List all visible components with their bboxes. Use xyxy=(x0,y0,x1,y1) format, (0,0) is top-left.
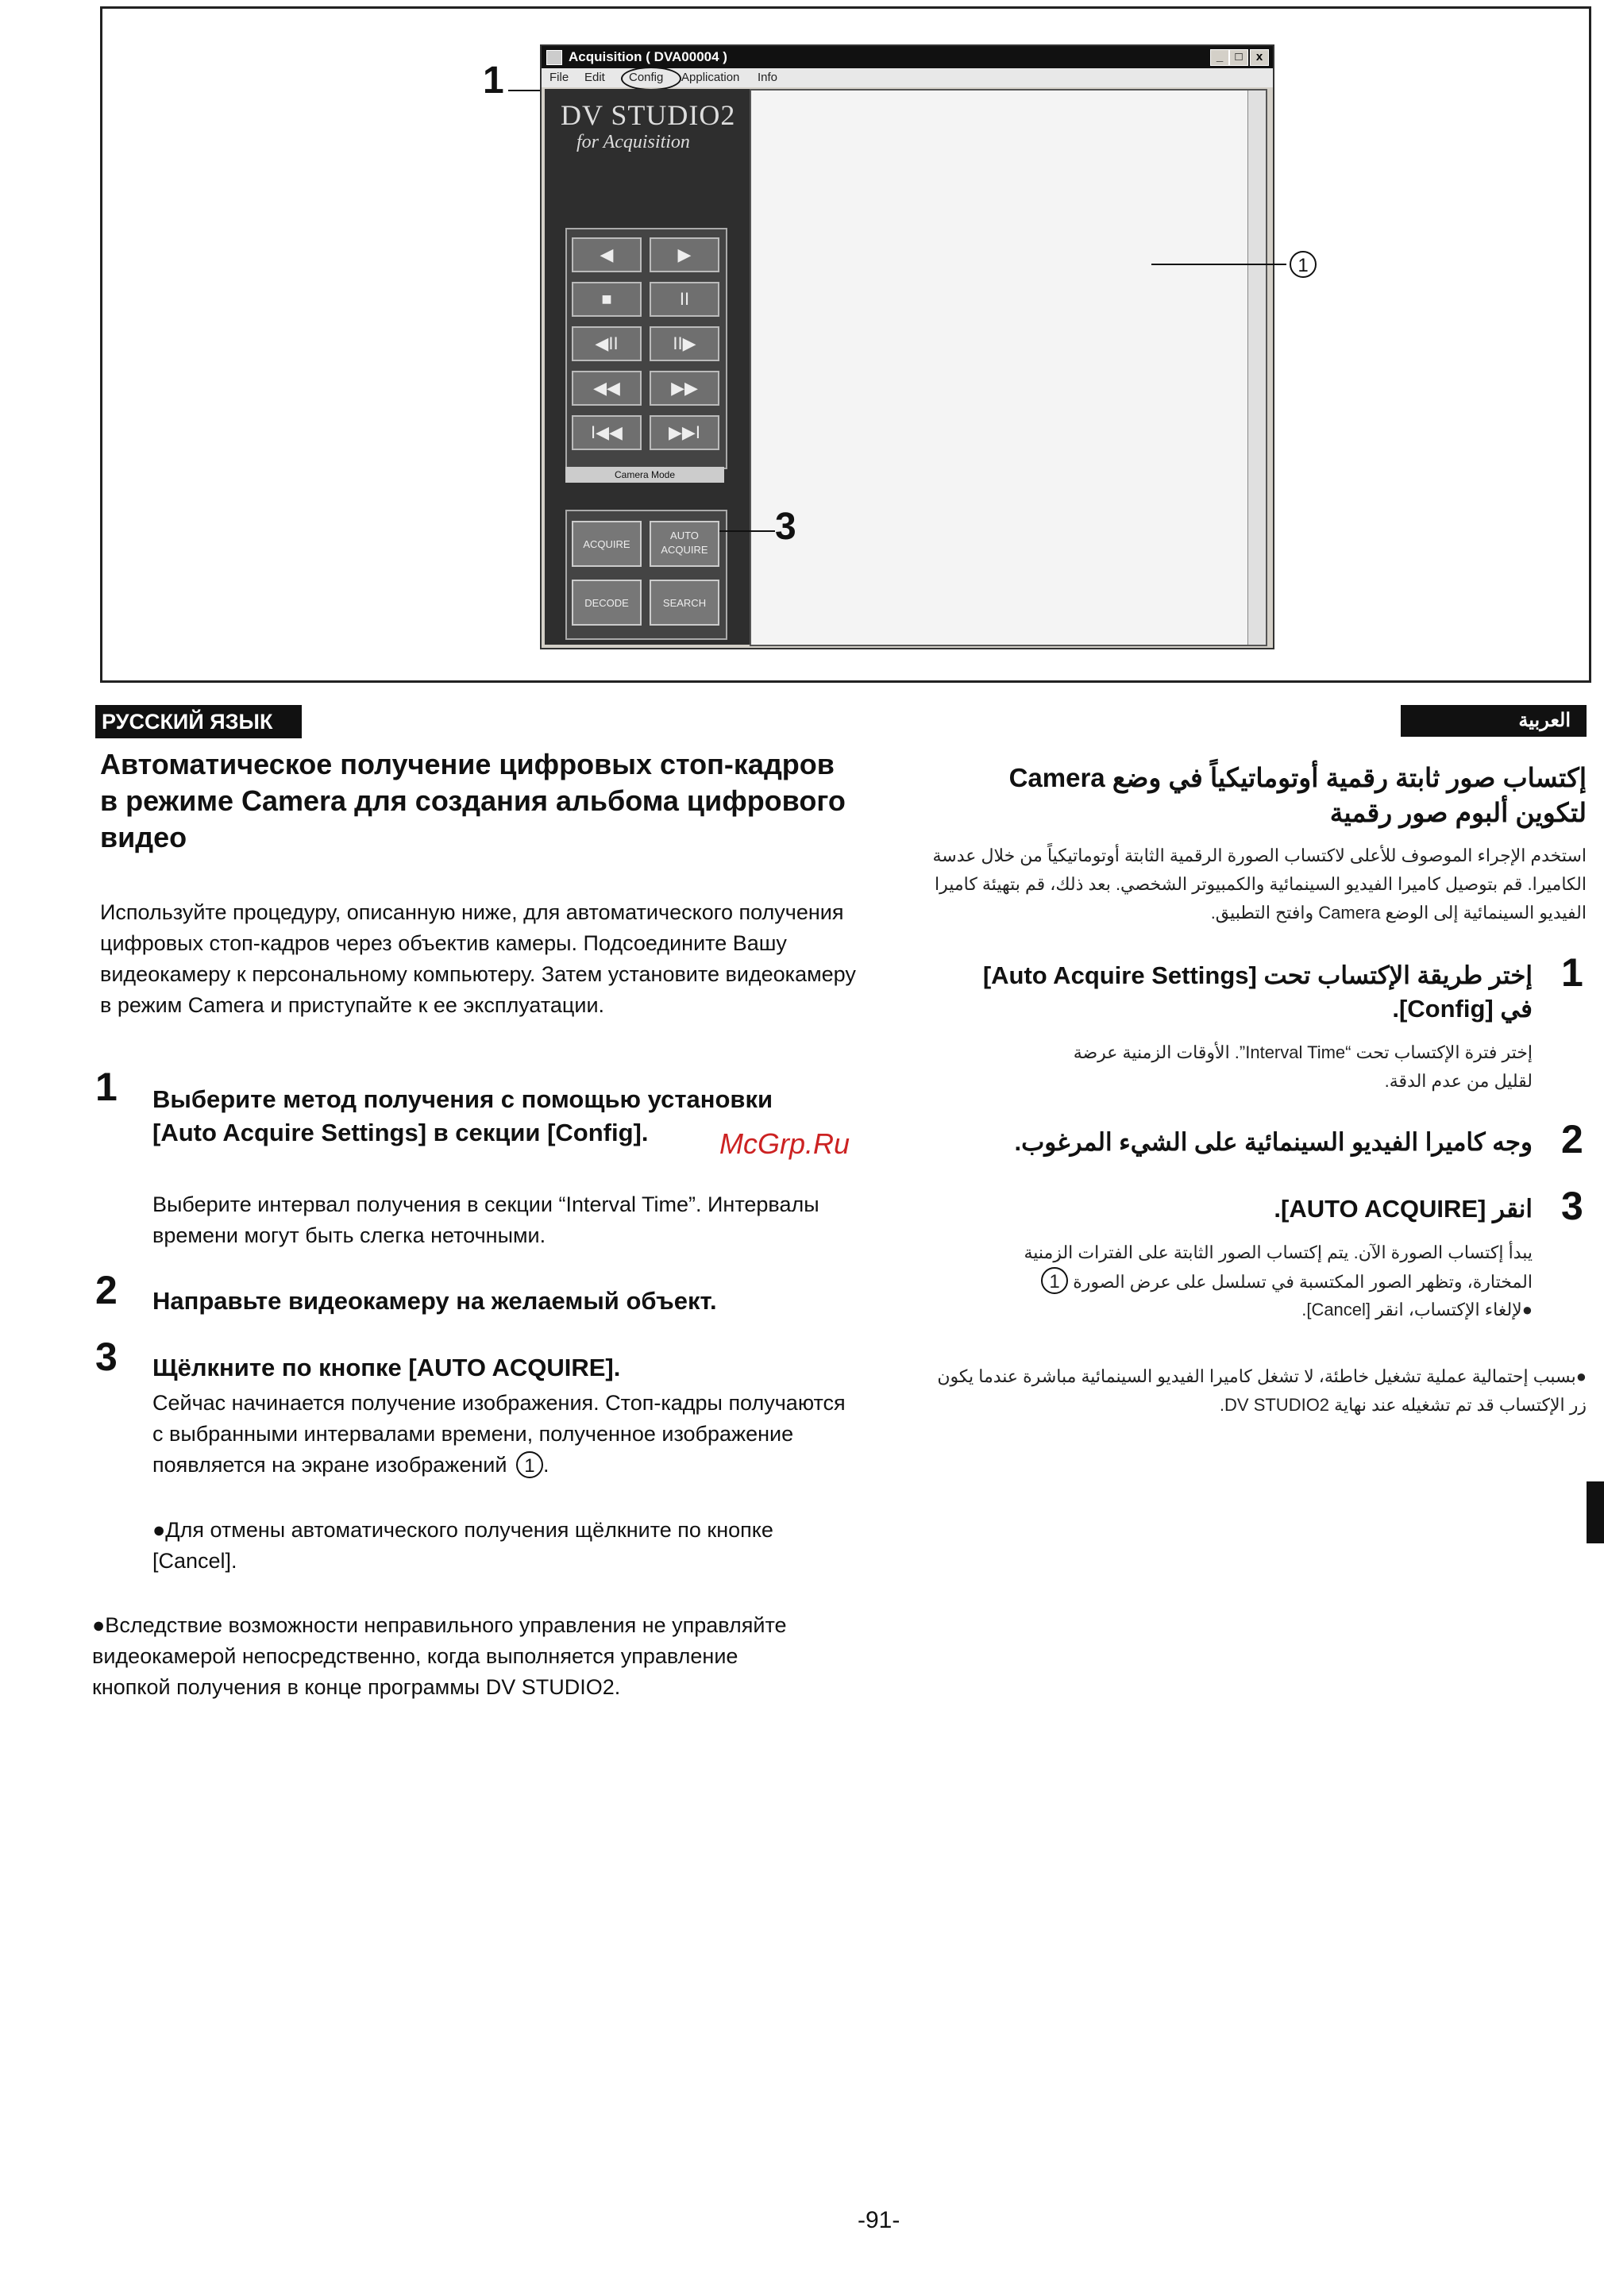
app-icon xyxy=(546,50,562,65)
callout-1: 1 xyxy=(483,60,504,102)
minimize-button[interactable]: _ xyxy=(1210,49,1229,66)
ar-step3-bullet: ●لإلغاء الإكتساب، انقر [Cancel]. xyxy=(1301,1300,1533,1319)
ru-step3-body: Сейчас начинается получение изображения. Стоп-кадры получаются с выбранными интервалами времени, полученное изображение появляется на экране изображений xyxy=(152,1391,846,1477)
dv-studio-logo xyxy=(561,98,743,170)
playback-controls xyxy=(565,228,727,469)
ar-step2-number: 2 xyxy=(1561,1117,1583,1161)
arabic-intro: استخدم الإجراء الموصوف للأعلى لاكتساب الصورة الرقمية الثابتة أوتوماتيكياً من خلال عدسة الكاميرا. قم بتوصيل كاميرا الفيديو السينمائية والكمبيوتر الشخصي. بعد ذلك، قم بتهيئة كاميرا الفيديو السينمائية إلى الوضع Camera وافتح التطبيق. xyxy=(932,846,1587,923)
russian-heading: Автоматическое получение цифровых стоп-кадров в режиме Camera для создания альбома цифрового видео xyxy=(100,748,846,853)
ar-step1-title: إختر طريقة الإكتساب تحت [Auto Acquire Settings] في [Config]. xyxy=(982,961,1533,1023)
ar-step1-number: 1 xyxy=(1561,950,1583,995)
ru-step1-body: Выберите интервал получения в секции “Interval Time”. Интервалы времени могут быть слегка неточными. xyxy=(152,1192,819,1247)
play-button[interactable]: ▶ xyxy=(650,237,719,272)
callout-3-line xyxy=(719,530,775,532)
ru-step3-circle: 1 xyxy=(516,1451,543,1478)
ar-step2-title: وجه كاميرا الفيديو السينمائية على الشيء المرغوب. xyxy=(1014,1128,1533,1156)
ru-step3-bullet: ●Для отмены автоматического получения щёлкните по кнопке [Cancel]. xyxy=(152,1518,773,1573)
image-display-area xyxy=(750,89,1267,646)
menu-info[interactable]: Info xyxy=(758,71,778,84)
window-title: Acquisition ( DVA00004 ) xyxy=(569,49,727,64)
ru-step2-number: 2 xyxy=(95,1268,118,1312)
callout-circle-1: 1 xyxy=(1290,251,1317,278)
close-button[interactable]: x xyxy=(1250,49,1269,66)
ru-step3-number: 3 xyxy=(95,1335,118,1379)
decode-button[interactable]: DECODE xyxy=(572,580,642,626)
maximize-button[interactable]: □ xyxy=(1229,49,1248,66)
ar-step1-body: إختر فترة الإكتساب تحت “Interval Time”. الأوقات الزمنية عرضة لقليل من عدم الدقة. xyxy=(1073,1042,1533,1091)
page-edge-tab xyxy=(1587,1481,1604,1543)
page-number: -91- xyxy=(858,2207,900,2233)
ru-step1-number: 1 xyxy=(95,1065,118,1109)
callout-circle-line xyxy=(1151,264,1286,265)
ar-step3-body-block xyxy=(985,1239,1533,1296)
ru-step3-body-block: Сейчас начинается получение изображения. Стоп-кадры получаются с выбранными интервалами времени, полученное изображение появляется на экране изображений 1 . xyxy=(152,1391,846,1477)
ar-note: ●بسبب إحتمالية عملية تشغيل خاطئة، لا تشغل كاميرا الفيديو السينمائية مباشرة عندما يكون زر الإكتساب قد تم تشغيله عند نهاية DV STUDIO2. xyxy=(937,1366,1587,1415)
ar-step3-title: انقر [AUTO ACQUIRE]. xyxy=(1274,1195,1533,1223)
menu-file[interactable]: File xyxy=(549,71,569,84)
menu-edit[interactable]: Edit xyxy=(584,71,605,84)
logo-subtitle: for Acquisition xyxy=(576,132,690,152)
ru-note: ●Вследствие возможности неправильного управления не управляйте видеокамерой непосредственно, когда выполняется управление кнопкой получения в конце программы DV STUDIO2. xyxy=(92,1613,787,1699)
russian-intro: Используйте процедуру, описанную ниже, для автоматического получения цифровых стоп-кадров через объектив камеры. Подсоедините Вашу видеокамеру к персональному компьютеру. Затем установите видеокамеру в режим Camera и приступайте к ее эксплуатации. xyxy=(100,900,856,1017)
menu-config[interactable]: Config xyxy=(629,71,664,84)
ru-step2-title: Направьте видеокамеру на желаемый объект. xyxy=(152,1287,717,1315)
pause-button[interactable]: II xyxy=(650,282,719,317)
watermark: McGrp.Ru xyxy=(719,1127,850,1160)
window-titlebar xyxy=(542,46,1273,68)
acquire-button[interactable]: ACQUIRE xyxy=(572,521,642,567)
russian-section-label: РУССКИЙ ЯЗЫК xyxy=(95,705,302,738)
acquire-controls xyxy=(565,510,727,640)
config-highlight-oval xyxy=(621,67,681,91)
fast-forward-button[interactable]: ▶▶ xyxy=(650,371,719,406)
skip-back-button[interactable]: I◀◀ xyxy=(572,415,642,450)
ar-step3-circle: 1 xyxy=(1041,1267,1068,1294)
ar-step3-number: 3 xyxy=(1561,1184,1583,1228)
camera-mode-label: Camera Mode xyxy=(565,467,724,483)
frame-forward-button[interactable]: II▶ xyxy=(650,326,719,361)
logo-title: DV STUDIO2 xyxy=(561,99,736,131)
vertical-scrollbar[interactable] xyxy=(1247,91,1266,645)
frame-back-button[interactable]: ◀II xyxy=(572,326,642,361)
menubar xyxy=(542,68,1273,87)
fast-rewind-button[interactable]: ◀◀ xyxy=(572,371,642,406)
ar-step3-body: يبدأ إكتساب الصورة الآن. يتم إكتساب الصور الثابتة على الفترات الزمنية المختارة، وتظهر الصور المكتسبة في تسلسل على عرض الصورة xyxy=(1024,1242,1533,1292)
auto-acquire-button[interactable]: AUTO ACQUIRE xyxy=(650,521,719,567)
ru-step3-title: Щёлкните по кнопке [AUTO ACQUIRE]. xyxy=(152,1354,621,1381)
ru-step1-title: Выберите метод получения с помощью установки [Auto Acquire Settings] в секции [Config]. xyxy=(152,1085,773,1146)
stop-button[interactable]: ■ xyxy=(572,282,642,317)
menu-application[interactable]: Application xyxy=(681,71,740,84)
acquisition-window xyxy=(540,44,1274,649)
arabic-heading: إكتساب صور ثابتة رقمية أوتوماتيكياً في وضع Camera لتكوين ألبوم صور رقمية xyxy=(1008,763,1587,827)
search-button[interactable]: SEARCH xyxy=(650,580,719,626)
control-panel xyxy=(545,89,751,645)
arabic-section-label: العربية xyxy=(1401,705,1587,737)
callout-3: 3 xyxy=(775,506,796,548)
rewind-play-button[interactable]: ◀ xyxy=(572,237,642,272)
skip-forward-button[interactable]: ▶▶I xyxy=(650,415,719,450)
